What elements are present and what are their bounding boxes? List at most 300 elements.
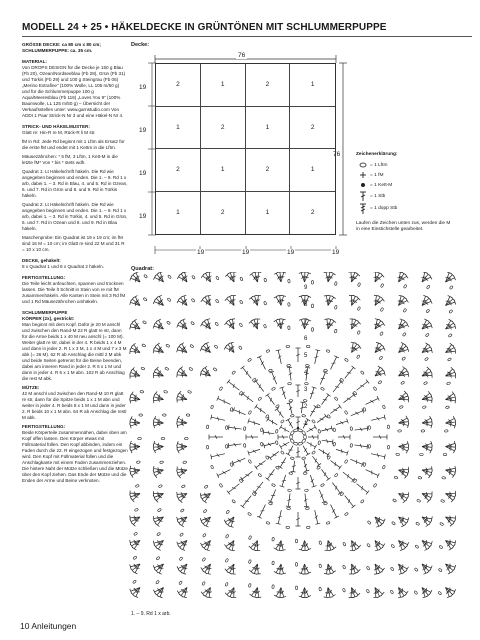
right-dimension-label: 76	[333, 151, 341, 158]
chain-mark	[357, 306, 360, 310]
chain-mark	[420, 453, 424, 455]
stitch-mark	[406, 298, 409, 302]
stitch-mark	[341, 449, 342, 453]
chain-mark	[286, 526, 290, 529]
col-label: 19	[332, 249, 340, 256]
chain-mark	[133, 556, 137, 560]
chain-mark	[288, 303, 291, 307]
chain-mark	[232, 371, 236, 375]
stitch-mark	[205, 590, 209, 592]
grid-cell: 2	[246, 149, 291, 192]
stitch-mark	[352, 505, 356, 508]
stitch-mark	[358, 345, 361, 349]
chain-mark	[318, 429, 321, 433]
stitch-mark	[228, 443, 229, 448]
round-number: 1	[304, 421, 308, 427]
chain-mark	[248, 583, 251, 587]
stitch-mark	[332, 320, 336, 323]
stitch-mark	[156, 343, 160, 346]
grid-cell: 1	[156, 192, 201, 235]
stitch-mark	[353, 278, 357, 279]
chain-mark	[206, 445, 209, 449]
stitch-mark	[252, 591, 256, 592]
stitch-mark	[399, 544, 402, 547]
chain-mark	[391, 521, 395, 525]
chain-mark	[225, 534, 229, 538]
stitch-mark	[282, 480, 286, 481]
stitch-mark	[249, 594, 253, 597]
chain-mark	[167, 298, 171, 302]
stitch-mark	[135, 302, 136, 306]
stitch-mark	[426, 471, 427, 475]
stitch-mark	[205, 544, 209, 545]
chain-mark	[447, 358, 451, 362]
page-title: MODELL 24 + 25 • HÄKELDECKE IN GRÜNTÖNEN MIT SCHLUMMERPUPPE	[22, 22, 472, 37]
chain-icon	[356, 162, 370, 168]
chain-mark	[302, 414, 306, 417]
chain-mark	[367, 543, 371, 547]
chain-mark	[225, 444, 228, 448]
chain-mark	[398, 430, 402, 433]
chain-mark	[334, 473, 338, 477]
chain-mark	[138, 437, 142, 439]
stitch-mark	[245, 501, 249, 502]
chain-mark	[303, 399, 307, 402]
chain-mark	[390, 590, 394, 594]
stitch-mark	[314, 445, 317, 449]
chain-mark	[214, 345, 218, 349]
chain-mark	[306, 345, 310, 348]
chain-mark	[387, 445, 390, 449]
stitch-mark	[206, 277, 207, 281]
chain-mark	[188, 390, 192, 393]
chain-mark	[350, 427, 353, 431]
body-text: Man beginnt mit dem Kopf. Dafür je 20 M anschl und zwischen den Rand-M 22 R glatt re str, dann für die Arme beids 1 x 40 M neu anschl (= 100 M). Weiter glatt re str, dabei in der 4. R beids 1 x 4 M und dann in jeder 2. R 1 x 3 M, 1 x 4 M und 7 x 3 M abk (= 36 M). 62 R ab Anschlag die mittl 2 M abk und beide Seiten getrennt für die Beine beenden, dabei am inneren Rand in jeder 2. R 6 x 1 M und dann in jeder 4. R 6 x 1 M abn. 102 R ab Anschlag die rest M abk.	[22, 322, 127, 381]
chain-mark	[179, 557, 183, 561]
chain-mark	[334, 397, 338, 401]
chain-mark	[422, 406, 426, 409]
row-label: 19	[139, 170, 147, 177]
stitch-mark	[257, 487, 261, 488]
grid-cell: 2	[290, 107, 335, 150]
chain-mark	[158, 484, 162, 487]
stitch-mark	[310, 393, 314, 394]
chain-mark	[415, 545, 419, 549]
chain-mark	[203, 509, 207, 513]
stitch-mark	[449, 302, 452, 305]
chain-mark	[319, 541, 322, 545]
round-number: 8	[304, 302, 308, 308]
material-heading: MATERIAL:	[22, 59, 47, 64]
chain-mark	[425, 333, 429, 337]
chain-mark	[442, 476, 446, 479]
stitch-mark	[402, 471, 403, 475]
chain-mark	[333, 428, 336, 432]
chain-mark	[287, 364, 291, 367]
stitch-mark	[201, 567, 204, 571]
stitch-mark	[228, 425, 229, 430]
stitch-mark	[445, 277, 449, 278]
grid-cell: 1	[290, 149, 335, 192]
grid-cell: 2	[156, 149, 201, 192]
chain-mark	[390, 567, 394, 571]
stitch-mark	[183, 394, 184, 398]
stitch-mark	[182, 591, 186, 592]
stitch-mark	[399, 372, 403, 373]
chain-mark	[179, 581, 183, 585]
chain-mark	[334, 329, 337, 333]
slip-mark	[297, 427, 299, 429]
stitch-mark	[274, 595, 278, 597]
stitch-mark	[153, 466, 154, 471]
chain-mark	[219, 483, 223, 487]
stitch-mark	[158, 521, 162, 522]
stitch-mark	[450, 493, 451, 497]
chain-mark	[343, 542, 347, 546]
body-heading: KÖRPER (2x), gestrickt:	[22, 316, 75, 321]
stitch-mark	[263, 430, 264, 435]
stitch-mark	[398, 324, 402, 325]
chain-mark	[202, 557, 206, 561]
chain-mark	[298, 442, 303, 446]
stitch-mark	[224, 520, 226, 524]
stitch-mark	[374, 573, 379, 574]
chain-mark	[290, 414, 294, 417]
glatt-text: Glatt re: Hin-R re M, Rück-R li M str.	[22, 130, 96, 135]
chain-mark	[424, 357, 428, 361]
chain-mark	[421, 430, 425, 433]
stitch-mark	[136, 347, 137, 351]
chain-mark	[141, 367, 145, 370]
stitch-mark	[425, 326, 428, 329]
stitch-mark	[230, 324, 231, 328]
row-label: 19	[139, 127, 147, 134]
stitch-mark	[177, 591, 180, 595]
chain-mark	[183, 461, 187, 464]
decke-label: Decke:	[131, 42, 150, 48]
page-footer: 10 Anleitungen	[20, 621, 77, 631]
stitch-mark	[246, 371, 248, 375]
stitch-mark	[448, 519, 450, 523]
stitch-mark	[135, 372, 136, 376]
chain-mark	[142, 344, 146, 348]
stitch-mark	[154, 391, 157, 395]
stitch-mark	[265, 478, 269, 481]
chain-mark	[342, 588, 345, 592]
stitch-mark	[425, 542, 426, 546]
chain-mark	[439, 545, 443, 549]
chain-mark	[380, 332, 384, 336]
chain-mark	[311, 304, 313, 308]
stitch-mark	[207, 545, 211, 546]
stitch-mark	[376, 520, 379, 523]
stitch-mark	[408, 372, 409, 377]
chain-mark	[180, 509, 184, 513]
stitch-mark	[183, 370, 185, 374]
chain-mark	[426, 285, 430, 289]
chain-mark	[402, 332, 406, 336]
round-number: 4	[304, 370, 308, 376]
round-number: 6	[304, 336, 308, 342]
crochet-chart-svg	[128, 272, 468, 607]
stitch-mark	[423, 567, 426, 570]
stitch-mark	[381, 297, 384, 301]
chain-mark	[210, 405, 213, 409]
stitch-mark	[252, 567, 256, 568]
chain-mark	[247, 512, 251, 516]
quadrat2-text: Quadrat 2: Lt Häkelschrift häkeln. Die Rd wie angegeben beginnen und enden. Die 1. – 9. Rd 1 x arb, dabei 1. – 3. Rd in Türkis, 4. und 5. Rd in Grün, 6. und 7. Rd in Ozean und 8. und 9. Rd in Blau häkeln.	[22, 202, 128, 231]
chain-mark	[334, 282, 337, 286]
stitch-mark	[339, 466, 342, 470]
chain-mark	[387, 425, 390, 429]
chain-mark	[449, 309, 453, 313]
chain-mark	[394, 476, 398, 479]
stitch-mark	[446, 591, 449, 594]
stitch-mark	[306, 453, 310, 456]
chain-mark	[272, 561, 275, 565]
stitch-mark	[448, 572, 452, 574]
chain-mark	[423, 381, 427, 385]
chain-mark	[248, 560, 251, 564]
stitch-mark	[134, 588, 137, 591]
chain-mark	[215, 322, 219, 326]
stitch-mark	[133, 296, 137, 298]
chain-mark	[179, 533, 183, 537]
chain-mark	[202, 533, 206, 537]
stitch-mark	[320, 494, 323, 497]
decke-text: 8 x Quadrat 1 und 8 x Quadrat 2 häkeln.	[22, 264, 104, 269]
chain-mark	[449, 285, 453, 289]
chain-mark	[319, 587, 322, 591]
chain-mark	[266, 349, 270, 352]
stitch-mark	[324, 597, 329, 598]
stitch-mark	[227, 491, 230, 495]
stitch-mark	[324, 414, 327, 418]
stitch-mark	[378, 589, 379, 593]
stitch-mark	[286, 506, 291, 507]
chain-mark	[219, 386, 223, 390]
stitch-mark	[367, 426, 368, 431]
finishing2-text: Beide Körperteile zusammennähen, dabei oben am Kopf offen lassen. Den Körper etwas mit Füllmaterial füllen. Den Kopf abbinden, indem ein Faden durch die 22. R eingezogen und festgezogen wird. Den Kopf mit Füllmaterial füllen und die Anschlagkante mit einem Faden zusammenziehen. Die hintere Naht der Mütze schließen und die Mütze über den Kopf ziehen. Das Ende der Mütze und die Enden der Arme und Beine verknoten.	[22, 430, 128, 483]
chain-mark	[213, 368, 217, 372]
stitch-mark	[425, 548, 429, 550]
stitch-mark	[455, 398, 456, 403]
chain-mark	[240, 277, 243, 281]
chain-mark	[289, 399, 293, 402]
chain-mark	[311, 280, 313, 284]
chain-mark	[206, 425, 209, 429]
chain-mark	[290, 435, 293, 439]
chain-mark	[357, 330, 361, 334]
stitch-mark	[428, 474, 431, 478]
chain-mark	[446, 382, 450, 385]
chain-mark	[426, 309, 430, 313]
stitch-mark	[377, 278, 381, 279]
chain-mark	[356, 355, 360, 359]
chain-mark	[305, 507, 309, 510]
doll-heading: SCHLUMMERPUPPE	[22, 310, 68, 315]
chain-mark	[401, 381, 405, 385]
finishing2-heading: FERTIGSTELLUNG:	[22, 424, 66, 429]
chain-mark	[215, 299, 219, 303]
chain-mark	[288, 326, 291, 330]
stitch-mark	[324, 574, 329, 575]
chain-mark	[391, 544, 395, 548]
stitch-mark	[304, 506, 309, 507]
stitch-mark	[224, 544, 227, 548]
stitch-mark	[241, 505, 245, 508]
col-label: 19	[197, 249, 205, 256]
stitch-mark	[182, 567, 186, 568]
stitch-mark	[254, 545, 258, 546]
stitch-mark	[254, 421, 255, 425]
chain-mark	[440, 522, 444, 526]
stitch-mark	[183, 568, 187, 569]
grid-cell: 2	[201, 107, 246, 150]
chain-mark	[302, 457, 306, 460]
chain-mark	[157, 508, 161, 512]
chain-mark	[142, 320, 146, 324]
stitch-mark	[375, 347, 379, 348]
stitch-mark	[159, 394, 160, 398]
stitch-mark	[234, 384, 235, 388]
stitch-mark	[254, 404, 257, 408]
stitch-mark	[157, 565, 160, 568]
stitch-mark	[230, 319, 235, 320]
chain-mark	[238, 346, 242, 350]
round-number: 3	[304, 387, 308, 393]
chain-mark	[320, 387, 324, 391]
chain-mark	[272, 537, 275, 541]
chain-mark	[357, 283, 360, 287]
chain-mark	[438, 591, 442, 595]
chain-mark	[225, 426, 228, 430]
stitch-mark	[232, 487, 236, 489]
chain-mark	[243, 427, 246, 431]
chain-mark	[303, 472, 307, 475]
stitch-mark	[291, 471, 296, 472]
stitch-mark	[347, 373, 351, 374]
chain-mark	[263, 324, 266, 328]
chain-mark	[378, 380, 382, 384]
stitch-mark	[228, 567, 232, 568]
stitch-mark	[429, 275, 431, 279]
grid-cell: 1	[246, 192, 291, 235]
stitch-mark	[279, 445, 282, 449]
chain-mark	[367, 520, 371, 524]
chain-mark	[275, 441, 278, 445]
chain-mark	[301, 430, 306, 435]
chain-mark	[202, 581, 206, 585]
chart-caption: 1. – 9. Rd 1 x arb.	[131, 611, 171, 617]
chain-mark	[258, 473, 262, 477]
chain-mark	[326, 521, 330, 524]
grid-cell: 2	[310, 209, 315, 217]
chain-mark	[402, 357, 406, 361]
stitch-mark	[273, 377, 276, 380]
chain-mark	[132, 580, 136, 584]
chain-mark	[226, 510, 230, 514]
stitch-mark	[286, 418, 290, 421]
chain-mark	[260, 428, 263, 432]
chain-mark	[366, 589, 370, 593]
stitch-mark	[366, 491, 369, 495]
stitch-mark	[327, 393, 331, 396]
stitch-mark	[447, 348, 451, 349]
legend-item: = 1 Stb	[356, 190, 452, 202]
legend-item: = 1 dopp Stb	[356, 202, 452, 215]
stitch-mark	[452, 474, 455, 478]
stitch-mark	[405, 274, 408, 278]
hat-heading: MÜTZE:	[22, 385, 40, 390]
stitch-mark	[339, 404, 342, 408]
chain-mark	[264, 278, 267, 282]
stitch-mark	[177, 566, 179, 570]
round-number: 5	[304, 353, 308, 359]
finishing-heading: FERTIGSTELLUNG:	[22, 275, 66, 280]
stitch-mark	[227, 380, 230, 384]
chain-mark	[156, 556, 160, 560]
chain-mark	[320, 483, 324, 487]
chain-mark	[380, 283, 384, 287]
stitch-mark	[254, 466, 257, 470]
chain-mark	[143, 297, 147, 301]
hat-text: 42 M anschl und zwischen den Rand-M 10 R glatt re str, dann für die Spitze beids 1 x 1 M abn und weiter in jeder 4. R beids 8 x 1 M und dann in jeder 2. R beids 10 x 1 M abn. 64 R ab Anschlag die restl M abk.	[22, 391, 127, 420]
stitch-mark	[135, 520, 139, 521]
stitch-mark	[274, 548, 278, 551]
row-label: 19	[139, 84, 147, 91]
chain-mark	[192, 275, 196, 279]
legend	[356, 152, 452, 233]
chain-mark	[403, 308, 407, 312]
chain-mark	[399, 405, 403, 408]
chain-mark	[289, 472, 293, 475]
legend-title: Zeichenerklärung:	[356, 152, 398, 157]
chain-mark	[157, 532, 161, 536]
fm-text: fM in Rd: Jede Rd beginnt mit 1 Lftm als Ersatz für die erste fM und endet mit 1 Kettm in die Lftm.	[22, 139, 125, 150]
stitch-mark	[265, 393, 269, 396]
stitch-mark	[238, 459, 241, 462]
chain-mark	[318, 441, 321, 445]
stitch-mark	[399, 301, 403, 302]
chain-mark	[414, 590, 418, 594]
stitch-mark	[398, 597, 403, 598]
chain-mark	[304, 489, 308, 492]
chain-mark	[134, 508, 138, 512]
stitch-mark	[449, 548, 453, 551]
chain-mark	[271, 483, 275, 487]
chain-mark	[248, 536, 251, 540]
round-number: 2	[304, 404, 308, 410]
chain-mark	[414, 568, 418, 572]
stitch-mark	[269, 456, 272, 460]
chain-mark	[165, 367, 169, 370]
chain-mark	[216, 276, 220, 280]
stitch-mark	[379, 565, 380, 569]
stitch-mark	[201, 592, 204, 596]
chain-mark	[379, 356, 383, 360]
stitch-mark	[401, 495, 403, 499]
chain-mark	[373, 483, 377, 487]
grid-cell: 1	[156, 107, 201, 150]
chain-mark	[382, 405, 385, 409]
chain-mark	[448, 334, 452, 338]
stitch-mark	[177, 416, 179, 420]
stitch-mark	[300, 402, 305, 403]
stitch-mark	[275, 408, 279, 411]
chain-mark	[164, 390, 168, 393]
stitch-mark	[203, 366, 207, 369]
